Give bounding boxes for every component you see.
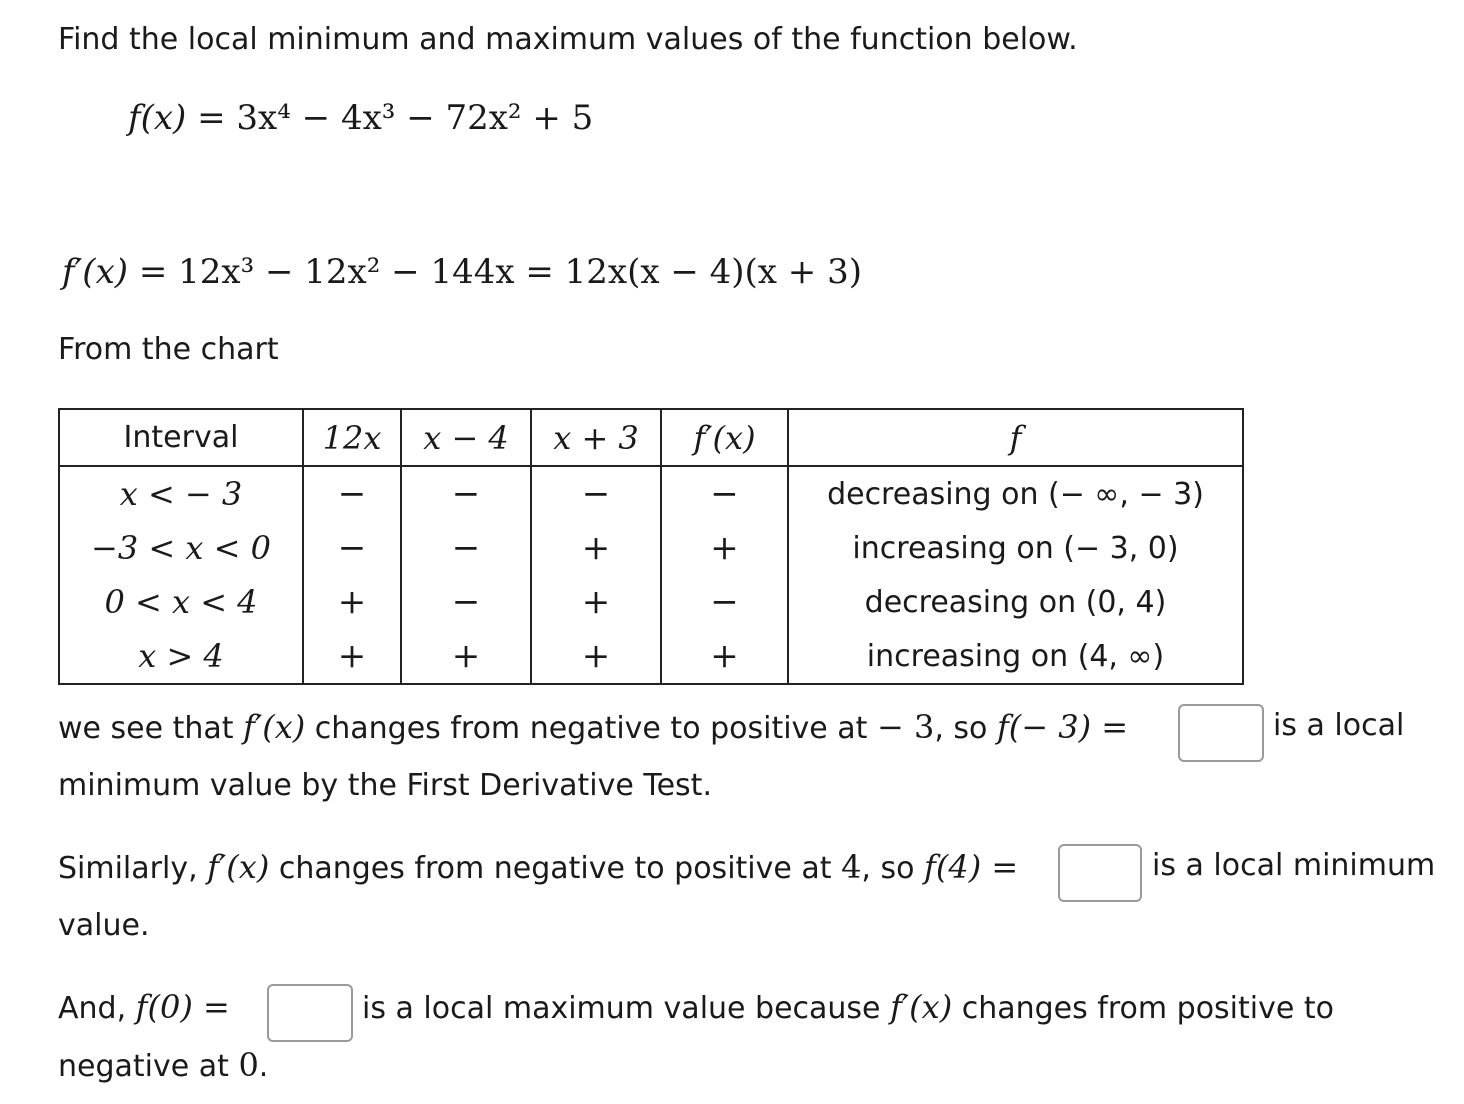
derivative-factored: 12x(x − 4)(x + 3) <box>564 252 862 292</box>
sign-cell: + <box>661 521 788 575</box>
chart-intro: From the chart <box>58 332 279 367</box>
interval-cell: x < − 3 <box>59 466 303 521</box>
text-fragment: , so <box>934 711 988 746</box>
sign-cell: + <box>531 629 661 684</box>
f-evaluation: f(4) = <box>924 848 1019 886</box>
critical-point: 0 <box>238 1046 259 1084</box>
text-fragment: is a local maximum value because <box>362 991 881 1026</box>
sign-cell: − <box>303 521 401 575</box>
sign-cell: − <box>531 466 661 521</box>
text-fragment: changes from negative to positive at <box>314 711 868 746</box>
sign-cell: + <box>531 521 661 575</box>
text-fragment: changes from positive to <box>961 991 1334 1026</box>
header-x-plus-3: x + 3 <box>531 409 661 466</box>
f-evaluation: f(0) = <box>135 988 230 1026</box>
fprime-expression: f′(x) <box>207 848 270 886</box>
sign-cell: + <box>661 629 788 684</box>
header-12x: 12x <box>303 409 401 466</box>
text-fragment: we see that <box>58 711 234 746</box>
behavior-cell: increasing on (− 3, 0) <box>788 521 1243 575</box>
fprime-expression: f′(x) <box>243 708 306 746</box>
text-fragment: negative at <box>58 1049 229 1084</box>
derivative-equation: f′(x) = 12x³ − 12x² − 144x = 12x(x − 4)(x + 3) <box>62 252 862 292</box>
paragraph-3-line-2 <box>58 1046 268 1084</box>
paragraph-2-line-2: value. <box>58 908 150 943</box>
critical-point: − 3 <box>876 708 935 746</box>
text-fragment: changes from negative to positive at <box>278 851 832 886</box>
table-row <box>59 521 1243 575</box>
interval-cell: x > 4 <box>59 629 303 684</box>
table-row <box>59 629 1243 684</box>
sign-cell: + <box>531 575 661 629</box>
table-row <box>59 466 1243 521</box>
text-fragment: . <box>258 1049 269 1084</box>
text-fragment: Similarly, <box>58 851 198 886</box>
answer-input-f-4[interactable] <box>1058 844 1142 902</box>
answer-input-f-neg3[interactable] <box>1178 704 1264 762</box>
derivative-expanded: 12x³ − 12x² − 144x <box>178 252 515 292</box>
sign-cell: − <box>303 466 401 521</box>
answer-input-f-0[interactable] <box>267 984 353 1042</box>
table-header-row <box>59 409 1243 466</box>
fprime-expression: f′(x) <box>890 988 953 1026</box>
table-row <box>59 575 1243 629</box>
sign-cell: + <box>303 629 401 684</box>
f-evaluation: f(− 3) = <box>996 708 1129 746</box>
sign-cell: − <box>401 575 531 629</box>
interval-cell: 0 < x < 4 <box>59 575 303 629</box>
header-interval: Interval <box>59 409 303 466</box>
behavior-cell: decreasing on (− ∞, − 3) <box>788 466 1243 521</box>
critical-point: 4 <box>841 848 862 886</box>
header-f: f <box>788 409 1243 466</box>
sign-cell: − <box>401 466 531 521</box>
paragraph-3-prefix <box>58 988 230 1026</box>
function-lhs: f(x) <box>128 98 187 138</box>
behavior-cell: decreasing on (0, 4) <box>788 575 1243 629</box>
sign-cell: − <box>401 521 531 575</box>
header-x-minus-4: x − 4 <box>401 409 531 466</box>
text-fragment: And, <box>58 991 127 1026</box>
paragraph-2-suffix: is a local minimum <box>1152 848 1436 883</box>
sign-cell: + <box>303 575 401 629</box>
paragraph-3-suffix <box>362 988 1334 1026</box>
sign-cell: − <box>661 466 788 521</box>
paragraph-1-suffix: is a local <box>1273 708 1405 743</box>
function-definition: f(x) = 3x⁴ − 4x³ − 72x² + 5 <box>128 98 594 138</box>
sign-cell: − <box>661 575 788 629</box>
header-fprime: f′(x) <box>661 409 788 466</box>
derivative-lhs: f′(x) <box>62 252 129 292</box>
interval-cell: −3 < x < 0 <box>59 521 303 575</box>
paragraph-1-line-1 <box>58 708 1128 746</box>
behavior-cell: increasing on (4, ∞) <box>788 629 1243 684</box>
sign-chart-table <box>58 408 1244 685</box>
paragraph-2-line-1 <box>58 848 1018 886</box>
text-fragment: , so <box>861 851 915 886</box>
function-rhs: 3x⁴ − 4x³ − 72x² + 5 <box>236 98 594 138</box>
paragraph-1-line-2: minimum value by the First Derivative Test. <box>58 768 712 803</box>
sign-cell: + <box>401 629 531 684</box>
question-prompt: Find the local minimum and maximum values of the function below. <box>58 22 1078 57</box>
